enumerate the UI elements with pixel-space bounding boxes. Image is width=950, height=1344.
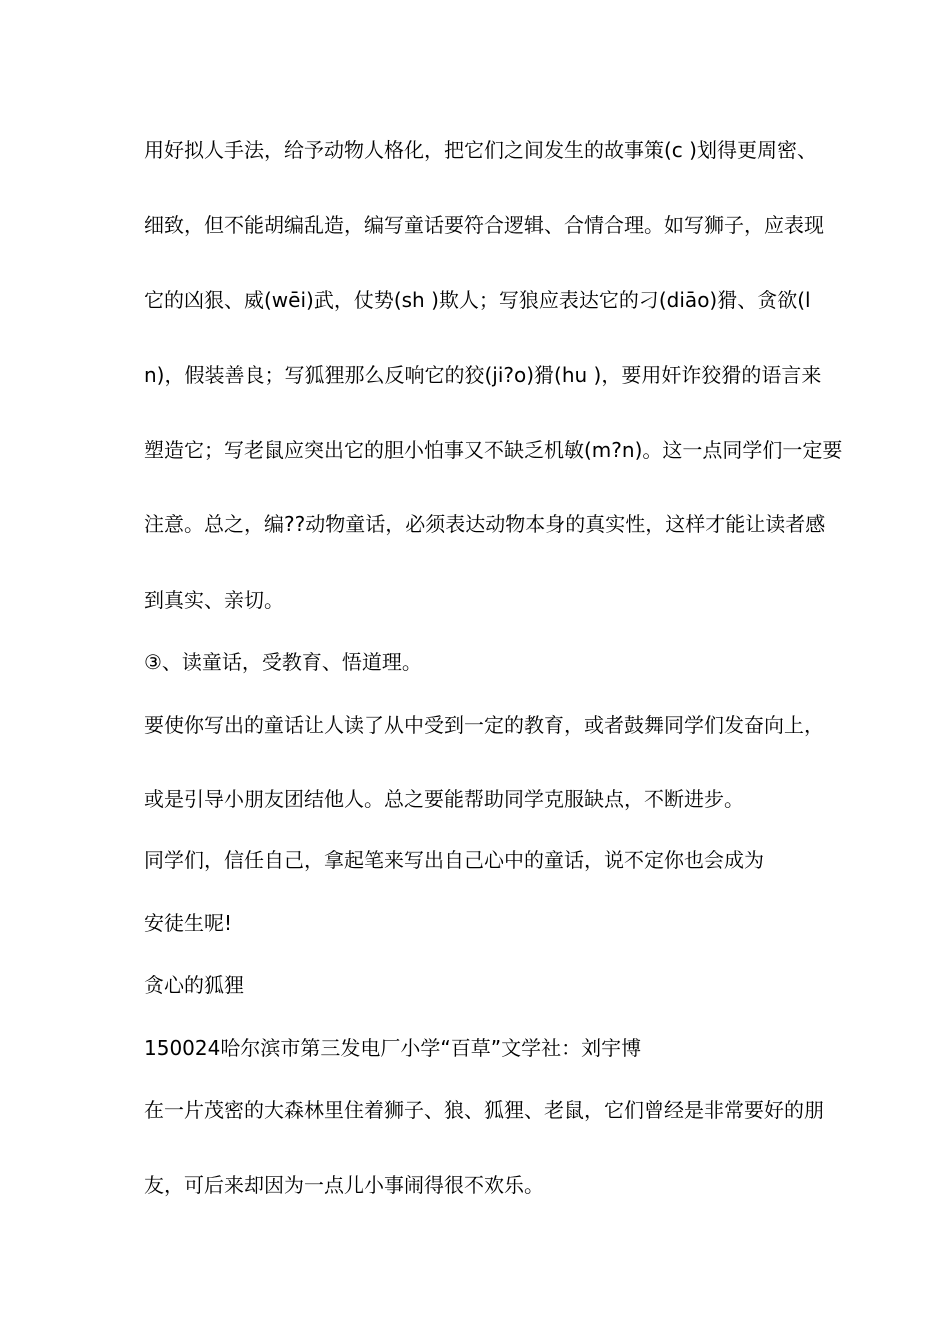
paragraph-line: n)，假装善良；写狐狸那么反响它的狡(ji?o)猾(hu )，要用奸诈狡猾的语言来: [144, 363, 822, 387]
paragraph-line: 同学们，信任自己，拿起笔来写出自己心中的童话，说不定你也会成为: [144, 848, 764, 872]
paragraph-line: 到真实、亲切。: [144, 588, 284, 612]
paragraph-line: 注意。总之，编??动物童话，必须表达动物本身的真实性，这样才能让读者感: [144, 512, 826, 536]
paragraph-line: 塑造它；写老鼠应突出它的胆小怕事又不缺乏机敏(m?n)。这一点同学们一定要: [144, 438, 843, 462]
paragraph-line: 细致，但不能胡编乱造，编写童话要符合逻辑、合情合理。如写狮子，应表现: [144, 213, 824, 237]
section-heading: ③、读童话，受教育、悟道理。: [144, 650, 422, 674]
paragraph-line: 友，可后来却因为一点儿小事闹得很不欢乐。: [144, 1173, 544, 1197]
paragraph-line: 在一片茂密的大森林里住着狮子、狼、狐狸、老鼠，它们曾经是非常要好的朋: [144, 1098, 824, 1122]
paragraph-line: 或是引导小朋友团结他人。总之要能帮助同学克服缺点，不断进步。: [144, 787, 744, 811]
paragraph-line: 用好拟人手法，给予动物人格化，把它们之间发生的故事策(c )划得更周密、: [144, 138, 817, 162]
author-line: 150024哈尔滨市第三发电厂小学“百草”文学社：刘宇博: [144, 1036, 642, 1060]
story-title: 贪心的狐狸: [144, 973, 244, 997]
paragraph-line: 安徒生呢!: [144, 911, 233, 935]
paragraph-line: 它的凶狠、威(wēi)武，仗势(sh )欺人；写狼应表达它的刁(diāo)猾、贪欲(l: [144, 288, 811, 312]
paragraph-line: 要使你写出的童话让人读了从中受到一定的教育，或者鼓舞同学们发奋向上，: [144, 713, 824, 737]
